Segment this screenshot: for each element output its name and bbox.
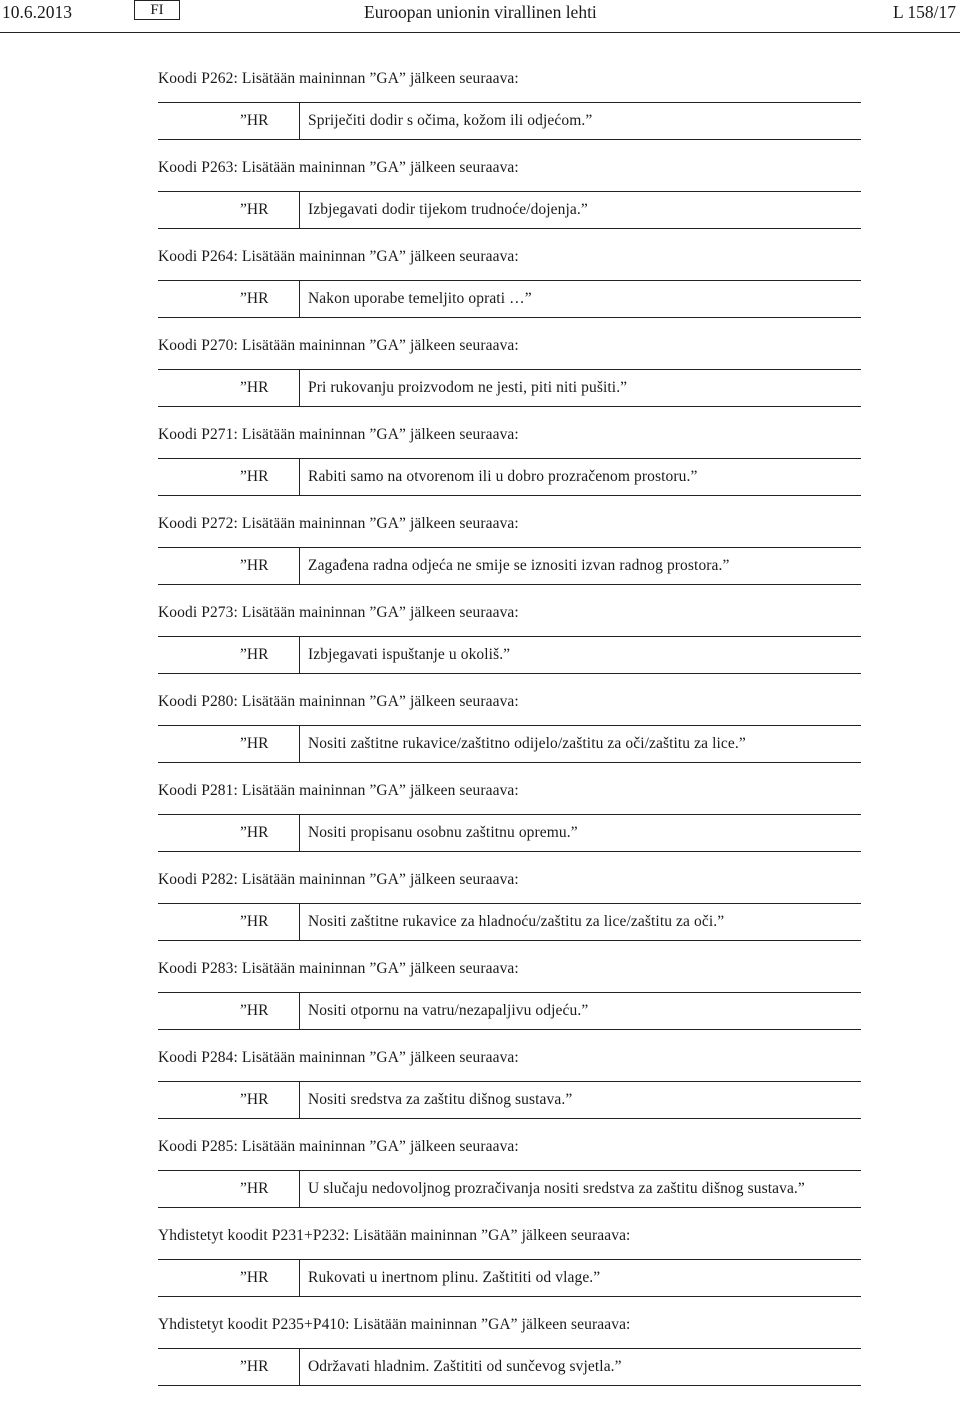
page-header: [0, 0, 960, 34]
column-divider: [299, 1260, 300, 1296]
column-divider: [299, 1349, 300, 1385]
amendment-intro: Koodi P283: Lisätään maininnan ”GA” jälkeen seuraava:: [158, 960, 519, 977]
amendment-intro: Koodi P281: Lisätään maininnan ”GA” jälkeen seuraava:: [158, 782, 519, 799]
amendment-table: [158, 903, 861, 941]
amendment-table: [158, 1259, 861, 1297]
language-code: ”HR: [240, 201, 269, 218]
column-divider: [299, 993, 300, 1029]
amendment-text: Izbjegavati ispuštanje u okoliš.”: [308, 646, 511, 663]
amendment-intro: Koodi P271: Lisätään maininnan ”GA” jälkeen seuraava:: [158, 426, 519, 443]
column-divider: [299, 815, 300, 851]
amendment-text: U slučaju nedovoljnog prozračivanja nositi sredstva za zaštitu dišnog sustava.”: [308, 1180, 805, 1197]
amendment-intro: Koodi P262: Lisätään maininnan ”GA” jälkeen seuraava:: [158, 70, 519, 87]
column-divider: [299, 548, 300, 584]
amendment-entry: [0, 604, 960, 693]
amendment-text: Nositi otpornu na vatru/nezapaljivu odjeću.”: [308, 1002, 589, 1019]
amendment-intro: Koodi P272: Lisätään maininnan ”GA” jälkeen seuraava:: [158, 515, 519, 532]
amendment-table: [158, 636, 861, 674]
amendment-table: [158, 280, 861, 318]
journal-title: Euroopan unionin virallinen lehti: [364, 2, 597, 22]
language-code: ”HR: [240, 1002, 269, 1019]
amendment-entry: [0, 426, 960, 515]
language-code: ”HR: [240, 913, 269, 930]
amendment-intro: Koodi P270: Lisätään maininnan ”GA” jälkeen seuraava:: [158, 337, 519, 354]
column-divider: [299, 904, 300, 940]
amendment-table: [158, 992, 861, 1030]
column-divider: [299, 459, 300, 495]
amendment-entry: [0, 1227, 960, 1316]
amendment-intro: Koodi P284: Lisätään maininnan ”GA” jälkeen seuraava:: [158, 1049, 519, 1066]
amendment-entry: [0, 693, 960, 782]
amendment-table: [158, 369, 861, 407]
amendment-table: [158, 102, 861, 140]
language-code: ”HR: [240, 468, 269, 485]
column-divider: [299, 192, 300, 228]
language-code: ”HR: [240, 112, 269, 129]
amendment-entry: [0, 337, 960, 426]
language-code: ”HR: [240, 1358, 269, 1375]
amendment-table: [158, 814, 861, 852]
amendment-table: [158, 1081, 861, 1119]
amendment-entry: [0, 1138, 960, 1227]
amendment-text: Nositi sredstva za zaštitu dišnog sustava.”: [308, 1091, 573, 1108]
language-code: ”HR: [240, 557, 269, 574]
page-reference: L 158/17: [892, 2, 956, 22]
amendment-text: Pri rukovanju proizvodom ne jesti, piti niti pušiti.”: [308, 379, 628, 396]
amendment-text: Nositi zaštitne rukavice/zaštitno odijelo/zaštitu za oči/zaštitu za lice.”: [308, 735, 746, 752]
amendment-table: [158, 1348, 861, 1386]
amendment-text: Zagađena radna odjeća ne smije se iznositi izvan radnog prostora.”: [308, 557, 730, 574]
amendment-text: Nositi zaštitne rukavice za hladnoću/zaštitu za lice/zaštitu za oči.”: [308, 913, 725, 930]
amendment-entry: [0, 248, 960, 337]
amendment-text: Spriječiti dodir s očima, kožom ili odjećom.”: [308, 112, 593, 129]
amendment-table: [158, 1170, 861, 1208]
language-code: ”HR: [240, 1269, 269, 1286]
amendment-table: [158, 725, 861, 763]
amendment-intro: Yhdistetyt koodit P231+P232: Lisätään maininnan ”GA” jälkeen seuraava:: [158, 1227, 631, 1244]
amendment-list: [0, 70, 960, 1405]
column-divider: [299, 637, 300, 673]
column-divider: [299, 370, 300, 406]
amendment-text: Izbjegavati dodir tijekom trudnoće/dojenja.”: [308, 201, 588, 218]
language-code: ”HR: [240, 735, 269, 752]
amendment-intro: Yhdistetyt koodit P235+P410: Lisätään maininnan ”GA” jälkeen seuraava:: [158, 1316, 631, 1333]
language-code: ”HR: [240, 290, 269, 307]
amendment-table: [158, 191, 861, 229]
column-divider: [299, 103, 300, 139]
column-divider: [299, 1171, 300, 1207]
amendment-entry: [0, 960, 960, 1049]
language-code: ”HR: [240, 646, 269, 663]
amendment-entry: [0, 159, 960, 248]
amendment-text: Nakon uporabe temeljito oprati …”: [308, 290, 532, 307]
language-code: ”HR: [240, 824, 269, 841]
amendment-intro: Koodi P264: Lisätään maininnan ”GA” jälkeen seuraava:: [158, 248, 519, 265]
language-code: ”HR: [240, 1091, 269, 1108]
amendment-intro: Koodi P282: Lisätään maininnan ”GA” jälkeen seuraava:: [158, 871, 519, 888]
column-divider: [299, 281, 300, 317]
amendment-text: Nositi propisanu osobnu zaštitnu opremu.”: [308, 824, 578, 841]
amendment-entry: [0, 515, 960, 604]
amendment-intro: Koodi P285: Lisätään maininnan ”GA” jälkeen seuraava:: [158, 1138, 519, 1155]
amendment-intro: Koodi P280: Lisätään maininnan ”GA” jälkeen seuraava:: [158, 693, 519, 710]
amendment-intro: Koodi P273: Lisätään maininnan ”GA” jälkeen seuraava:: [158, 604, 519, 621]
amendment-text: Rukovati u inertnom plinu. Zaštititi od vlage.”: [308, 1269, 601, 1286]
amendment-intro: Koodi P263: Lisätään maininnan ”GA” jälkeen seuraava:: [158, 159, 519, 176]
amendment-table: [158, 547, 861, 585]
amendment-entry: [0, 782, 960, 871]
amendment-entry: [0, 70, 960, 159]
amendment-text: Rabiti samo na otvorenom ili u dobro prozračenom prostoru.”: [308, 468, 698, 485]
amendment-text: Održavati hladnim. Zaštititi od sunčevog svjetla.”: [308, 1358, 622, 1375]
language-code: ”HR: [240, 379, 269, 396]
column-divider: [299, 1082, 300, 1118]
header-rule: [0, 32, 960, 33]
column-divider: [299, 726, 300, 762]
amendment-table: [158, 458, 861, 496]
amendment-entry: [0, 871, 960, 960]
language-badge: FI: [134, 0, 180, 20]
publication-date: 10.6.2013: [2, 2, 72, 22]
amendment-entry: [0, 1049, 960, 1138]
amendment-entry: [0, 1316, 960, 1405]
language-code: ”HR: [240, 1180, 269, 1197]
